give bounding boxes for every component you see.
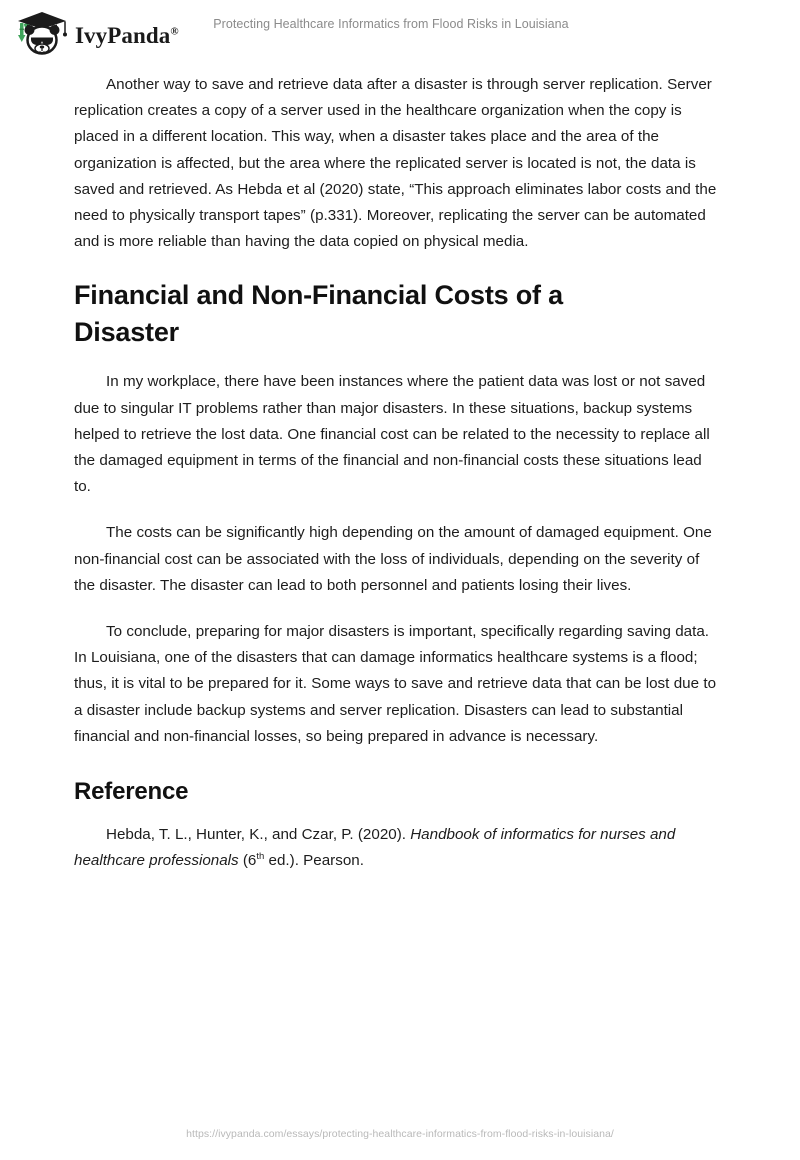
brand-name-text: IvyPanda xyxy=(75,22,171,48)
paragraph-server-replication: Another way to save and retrieve data after a disaster is through server replication. Server replication creates a copy of a server used in the healthcare organization when the copy is placed in a different location. This way, when a disaster takes place and the area of the organization is affected, but the area where the replicated server is located is not, the data is saved and retrieved. As Hebda et al (2020) state, “This approach eliminates labor costs and the need to physically transport tapes” (p.331). Moreover, replicating the server can be automated and is more reliable than having the data copied on physical media. xyxy=(74,76,717,251)
paragraph-cost-severity: The costs can be significantly high depending on the amount of damaged equipment. One non-financial cost can be associated with the loss of individuals, depending on the severity of the disaster. The disaster can lead to both personnel and patients losing their lives. xyxy=(74,524,712,594)
reference-authors-year: Hebda, T. L., Hunter, K., and Czar, P. (2020). xyxy=(106,826,411,844)
page-header xyxy=(0,0,800,64)
page-footer xyxy=(0,1124,800,1142)
reference-entry xyxy=(74,822,722,874)
footer-source-url[interactable]: https://ivypanda.com/essays/protecting-healthcare-informatics-from-flood-risks-in-louisiana/ xyxy=(186,1128,614,1140)
heading-financial-costs: Financial and Non-Financial Costs of a Disaster xyxy=(74,280,563,348)
paragraph-conclusion: To conclude, preparing for major disasters is important, specifically regarding saving data. In Louisiana, one of the disasters that can damage informatics healthcare systems is a flood; thus, it is vital to be prepared for it. Some ways to save and retrieve data that can be lost due to a disaster include backup systems and server replication. Disasters can lead to substantial financial and non-financial losses, so being prepared in advance is necessary. xyxy=(74,623,717,745)
heading-reference: Reference xyxy=(74,778,189,806)
reference-edition-ordinal: th xyxy=(256,851,265,863)
document-body xyxy=(74,72,722,874)
reference-title: Handbook of informatics for nurses and healthcare professionals xyxy=(74,826,676,870)
reference-edition-prefix: (6 xyxy=(238,852,257,870)
paragraph-workplace-instances: In my workplace, there have been instances where the patient data was lost or not saved due to singular IT problems rather than major disasters. In these situations, backup systems helped to retrieve the lost data. One financial cost can be related to the necessity to replace all the damaged equipment in terms of the financial and non-financial costs these situations lead to. xyxy=(74,373,710,496)
reference-edition-suffix: ed.). Pearson. xyxy=(264,852,364,870)
document-title: Protecting Healthcare Informatics from Flood Risks in Louisiana xyxy=(213,17,569,31)
registered-trademark-icon: ® xyxy=(170,24,179,37)
